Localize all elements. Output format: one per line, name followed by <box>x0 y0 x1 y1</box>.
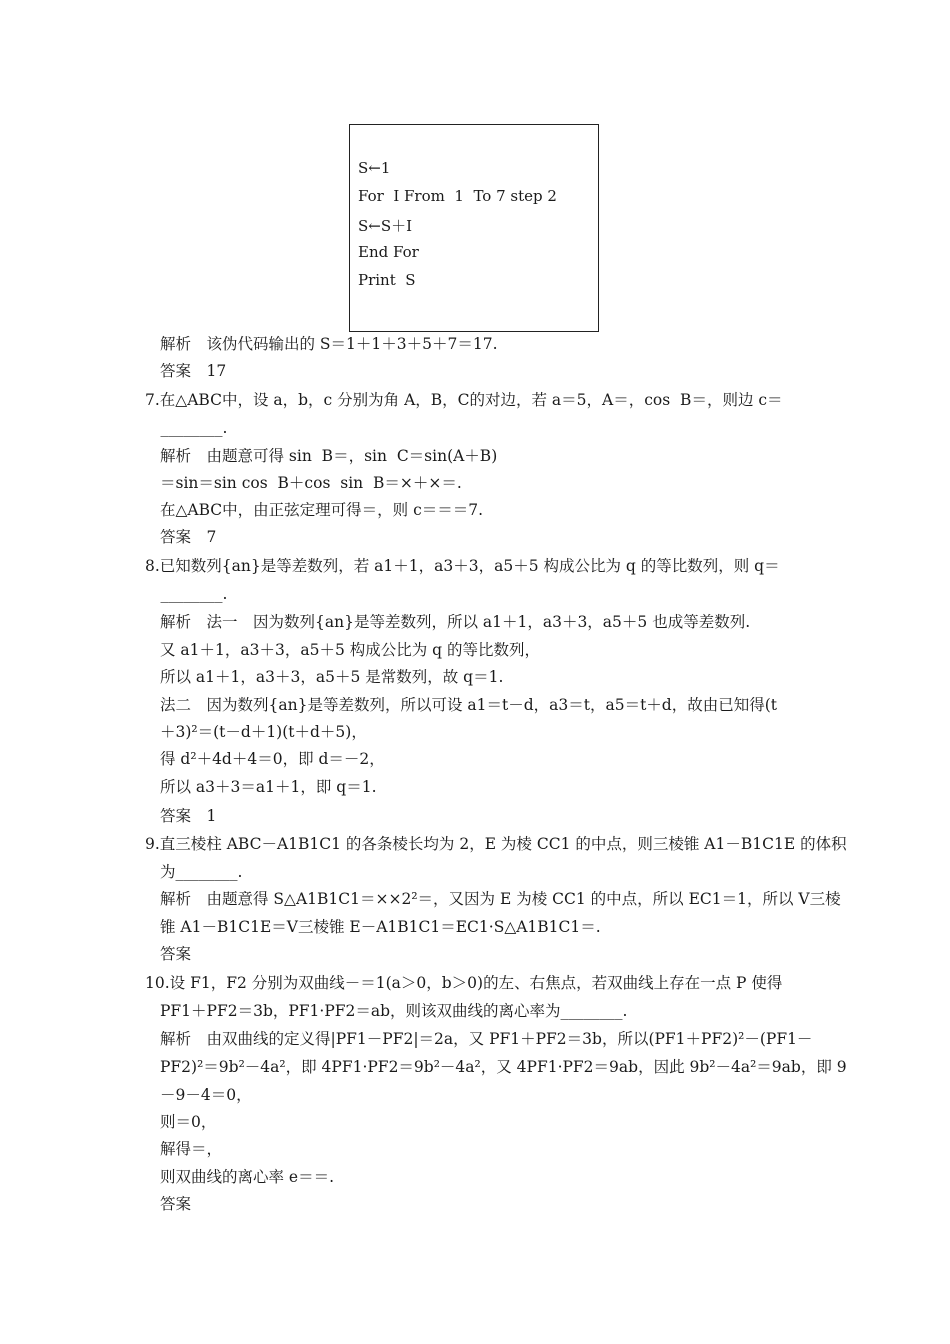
text-line: 所以 a3＋3＝a1＋1，即 q＝1. <box>160 778 377 796</box>
text-line: 答案 1 <box>160 807 217 825</box>
text-line: 则双曲线的离心率 e＝＝. <box>160 1168 335 1186</box>
text-line: ＝sin＝sin cos B＋cos sin B＝×＋×＝. <box>160 474 462 492</box>
code-line: S←S＋I <box>358 217 413 235</box>
text-line: 则＝0， <box>160 1113 217 1131</box>
text-line: 答案 7 <box>160 528 217 546</box>
code-line: For I From 1 To 7 step 2 <box>358 187 557 205</box>
text-line: 答案 17 <box>160 362 227 380</box>
code-line: S←1 <box>358 159 391 177</box>
text-line: 解析 该伪代码输出的 S＝1＋1＋3＋5＋7＝17. <box>160 335 498 353</box>
text-line: 7.在△ABC中，设 a，b，c 分别为角 A，B，C的对边，若 a＝5，A＝，cos B＝，则边 c＝ <box>145 391 783 409</box>
text-line: 解析 由题意得 S△A1B1C1＝××2²＝，又因为 E 为棱 CC1 的中点，所以 EC1＝1，所以 V三棱 <box>160 890 841 908</box>
text-line: 得 d²＋4d＋4＝0，即 d＝－2， <box>160 750 385 768</box>
text-line: 8.已知数列{an}是等差数列，若 a1＋1，a3＋3，a5＋5 构成公比为 q 的等比数列，则 q＝ <box>145 557 780 575</box>
text-line: 9.直三棱柱 ABC－A1B1C1 的各条棱长均为 2，E 为棱 CC1 的中点，则三棱锥 A1－B1C1E 的体积 <box>145 835 847 853</box>
text-line: PF1＋PF2＝3b，PF1·PF2＝ab，则该双曲线的离心率为________. <box>160 1002 628 1020</box>
code-line: Print S <box>358 271 416 289</box>
text-line: PF2)²＝9b²－4a²，即 4PF1·PF2＝9b²－4a²，又 4PF1·PF2＝9ab，因此 9b²－4a²＝9ab，即 9 <box>160 1058 847 1076</box>
text-line: 10.设 F1，F2 分别为双曲线－＝1(a＞0，b＞0)的左、右焦点，若双曲线上存在一点 P 使得 <box>145 974 783 992</box>
text-line: 答案 <box>160 945 192 963</box>
code-line: End For <box>358 243 419 261</box>
text-line: 解得＝， <box>160 1140 223 1158</box>
text-line: 解析 由题意可得 sin B＝，sin C＝sin(A＋B) <box>160 447 498 465</box>
text-line: 解析 法一 因为数列{an}是等差数列，所以 a1＋1，a3＋3，a5＋5 也成等差数列. <box>160 613 751 631</box>
text-line: 解析 由双曲线的定义得|PF1－PF2|＝2a，又 PF1＋PF2＝3b，所以(PF1＋PF2)²－(PF1－ <box>160 1030 813 1048</box>
text-line: ________. <box>145 585 228 603</box>
text-line: ＋3)²＝(t－d＋1)(t＋d＋5)， <box>160 723 367 741</box>
text-line: 锥 A1－B1C1E＝V三棱锥 E－A1B1C1＝EC1·S△A1B1C1＝. <box>160 918 601 936</box>
text-line: 为________. <box>160 863 243 881</box>
text-line: 答案 <box>160 1195 192 1213</box>
text-line: 法二 因为数列{an}是等差数列，所以可设 a1＝t－d，a3＝t，a5＝t＋d，故由已知得(t <box>160 696 777 714</box>
text-line: 又 a1＋1，a3＋3，a5＋5 构成公比为 q 的等比数列， <box>160 641 541 659</box>
text-line: ________. <box>145 419 228 437</box>
text-line: 所以 a1＋1，a3＋3，a5＋5 是常数列，故 q＝1. <box>160 668 504 686</box>
pseudocode-box <box>349 124 599 332</box>
text-line: 在△ABC中，由正弦定理可得＝，则 c＝＝＝7. <box>160 501 484 519</box>
text-line: －9－4＝0， <box>160 1086 252 1104</box>
